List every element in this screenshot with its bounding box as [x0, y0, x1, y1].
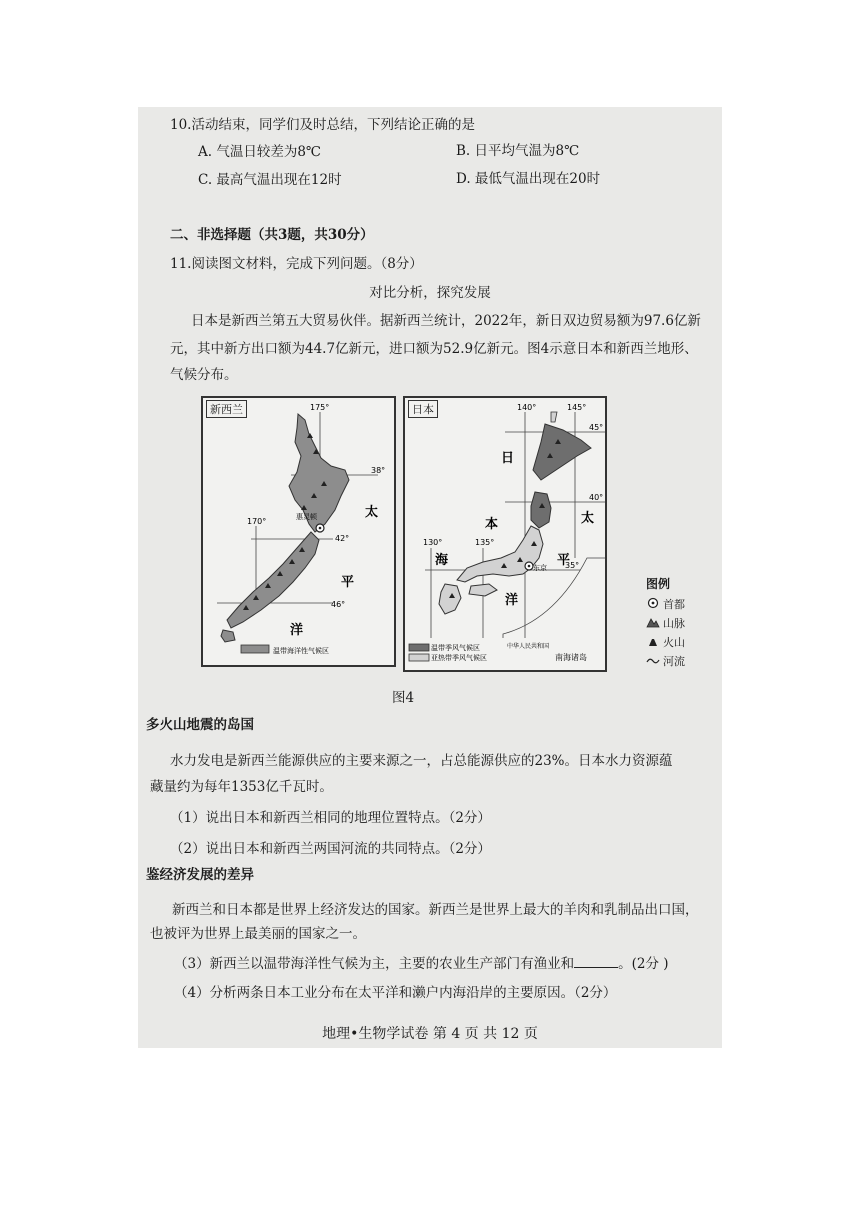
legend-row-mountain	[646, 613, 722, 632]
q11-para-line2: 元，其中新方出口额为44.7亿新元，进口额为52.9亿新元。图4示意日本和新西兰地形、	[170, 341, 698, 357]
sub2-para-line1: 新西兰和日本都是世界上经济发达的国家。新西兰是世界上最大的羊肉和乳制品出口国，	[172, 902, 699, 918]
page-footer: 地理•生物学试卷 第 4 页 共 12 页	[322, 1026, 538, 1042]
map-nz-graphic	[203, 398, 394, 665]
sub2-q3	[174, 955, 669, 973]
sub2-title: 鉴经济发展的差异	[146, 867, 254, 883]
jp-climate-legend-2: 亚热带季风气候区	[431, 654, 487, 662]
sub2-q3-text: （3）新西兰以温带海洋性气候为主，主要的农业生产部门有渔业和	[174, 956, 575, 972]
nz-ocean-char-1: 太	[365, 505, 379, 520]
figure-legend	[646, 575, 722, 670]
mountain-icon	[646, 615, 660, 629]
nz-lat-38: 38°	[371, 466, 386, 475]
jp-ocean-char-3: 洋	[505, 593, 519, 608]
sub2-q4: （4）分析两条日本工业分布在太平洋和濑户内海沿岸的主要原因。（2分）	[174, 985, 617, 1001]
map-new-zealand	[201, 396, 396, 667]
jp-inset-label: 中华人民共和国	[507, 643, 550, 650]
jp-climate-legend-1: 温带季风气候区	[431, 644, 480, 652]
material-title: 对比分析，探究发展	[369, 285, 491, 301]
capital-icon	[646, 596, 660, 610]
sub1-para-line1: 水力发电是新西兰能源供应的主要来源之一，占总能源供应的23%。日本水力资源蕴	[170, 753, 673, 769]
sub1-title: 多火山地震的岛国	[146, 717, 254, 733]
q10-option-b: B. 日平均气温为8℃	[456, 143, 580, 159]
jp-sea-char-2: 本	[485, 517, 499, 532]
map-jp-title: 日本	[408, 400, 438, 418]
q11-stem: 11.阅读图文材料，完成下列问题。（8分）	[170, 256, 423, 272]
q11-para-line1: 日本是新西兰第五大贸易伙伴。据新西兰统计，2022年，新日双边贸易额为97.6亿新	[191, 313, 701, 329]
sub1-para-line2: 藏量约为每年1353亿千瓦时。	[150, 779, 333, 795]
nz-lon-175: 175°	[310, 403, 330, 412]
nz-lat-46: 46°	[331, 600, 346, 609]
sub1-q1: （1）说出日本和新西兰相同的地理位置特点。（2分）	[170, 810, 491, 826]
river-icon	[646, 653, 660, 667]
q10-option-c: C. 最高气温出现在12时	[198, 172, 342, 188]
answer-blank	[574, 955, 618, 968]
jp-lon-135: 135°	[475, 538, 495, 547]
jp-lat-45: 45°	[589, 423, 604, 432]
figure-caption: 图4	[391, 690, 415, 706]
jp-lon-130: 130°	[423, 538, 443, 547]
map-japan	[403, 396, 607, 672]
legend-volcano: 火山	[663, 636, 685, 649]
legend-mountain: 山脉	[663, 617, 685, 630]
jp-ocean-char-2: 平	[557, 553, 571, 568]
nz-lat-42: 42°	[335, 534, 350, 543]
legend-river: 河流	[663, 655, 685, 668]
sub2-para-line2: 也被评为世界上最美丽的国家之一。	[150, 926, 366, 942]
jp-lon-140: 140°	[517, 403, 537, 412]
jp-ocean-char-1: 太	[581, 511, 595, 526]
jp-lon-145: 145°	[567, 403, 587, 412]
volcano-icon	[646, 634, 660, 648]
legend-row-volcano	[646, 632, 722, 651]
legend-row-capital	[646, 594, 722, 613]
jp-lat-40: 40°	[589, 493, 604, 502]
figure-4	[201, 396, 609, 686]
nz-lon-170: 170°	[247, 517, 267, 526]
legend-row-river	[646, 651, 722, 670]
q11-para-line3: 气候分布。	[170, 367, 238, 383]
jp-sea-char-3: 海	[435, 553, 449, 568]
legend-title: 图例	[646, 577, 671, 591]
map-nz-title: 新西兰	[206, 400, 247, 418]
nz-capital-label: 惠灵顿	[296, 513, 317, 521]
sub2-q3-score: 。(2分 )	[618, 956, 669, 972]
q10-option-d: D. 最低气温出现在20时	[456, 171, 601, 187]
jp-lat-35: 35°	[565, 561, 580, 570]
nz-ocean-char-3: 洋	[290, 623, 304, 638]
jp-capital-label: 东京	[533, 564, 547, 572]
nz-climate-legend: 温带海洋性气候区	[273, 647, 329, 655]
jp-inset-islands: 南海诸岛	[555, 653, 587, 662]
legend-capital: 首都	[663, 598, 685, 611]
nz-ocean-char-2: 平	[341, 575, 355, 590]
section-title: 二、非选择题（共3题，共30分）	[170, 227, 374, 243]
exam-page	[138, 107, 722, 1048]
map-jp-graphic	[405, 398, 605, 670]
sub1-q2: （2）说出日本和新西兰两国河流的共同特点。（2分）	[170, 841, 491, 857]
jp-sea-char-1: 日	[501, 451, 515, 466]
q10-option-a: A. 气温日较差为8℃	[198, 144, 322, 160]
q10-stem: 10.活动结束，同学们及时总结，下列结论正确的是	[170, 117, 475, 133]
